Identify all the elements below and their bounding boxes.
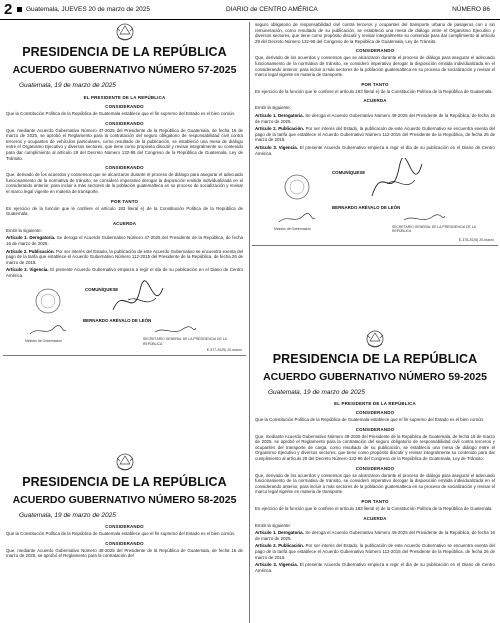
considerando-heading: CONSIDERANDO [105,104,144,109]
minister-signature-icon [277,212,317,226]
secretary-title: SECRETARIO GENERAL DE LA PRESIDENCIA DE LA REPÚBLICA [143,337,227,346]
considerando-heading: CONSIDERANDO [105,540,144,546]
acuerdo-59-2025 [252,329,498,573]
presidencia-heading: PRESIDENCIA DE LA REPÚBLICA [272,352,478,366]
acuerdo-58-2025-continued [252,22,498,246]
article-1 [255,530,495,541]
article-label: Artículo 3. Vigencia. [6,267,49,273]
minister-title: Ministro de Gobernación [25,339,62,344]
considerando-paragraph: Que, mediante Acuerdo Gubernativo Número 48-2025 del Presidente de la República de Guatemala, de fecha 16 de marzo de 2025, se aprobó el Reglamento para la contratación del [6,547,243,559]
left-column [3,22,246,623]
considerando-paragraph: Que la Constitución Política de la República de Guatemala establece que el fin supremo del Estado es el bien común. [6,111,236,116]
article-label: Artículo 2. Publicación. [255,126,305,132]
article-text: Se deroga el Acuerdo Gubernativo Número 49-2025 del Presidente de la República, de fecha 16 de marzo de 2025. [255,530,495,541]
por-tanto-paragraph: En ejercicio de la función que le confiere el artículo 183 literal e) de la Constitución Política de la República de Guatemala. [255,88,493,94]
por-tanto-paragraph: En ejercicio de la función que le confiere el artículo 183 literal e) de la Constitución Política de la República de Guatemala. [6,205,243,217]
por-tanto-paragraph: En ejercicio de la función que le confiere el artículo 183 literal e) de la Constitución Política de la República de Guatemala. [255,505,493,511]
publication-reference: E-377-2025) 20-marzo [206,348,242,353]
official-seal-icon [282,172,312,202]
article-label: Artículo 2. Publicación. [6,248,55,254]
comuniquese-label: COMUNÍQUESE [85,287,119,293]
acuerdo-title: ACUERDO GUBERNATIVO NÚMERO 59-2025 [263,371,487,383]
article-text: Por ser interés del Estado, la publicación de este Acuerdo Gubernativo se encuentra exenta del pago de la tarifa que establece el Acuerdo Gubernativo Número 112-2015 del Presidente de la República, de fecha 26 de marzo de 2015. [255,543,495,560]
considerando-paragraph: Que la Constitución Política de la República de Guatemala establece que el fin supremo del Estado es el bien común. [6,531,236,536]
header-paper-name: DIARIO de CENTRO AMÉRICA [226,6,318,13]
coat-of-arms-icon [114,452,136,472]
por-tanto-heading: POR TANTO [110,198,139,204]
presidencia-heading: PRESIDENCIA DE LA REPÚBLICA [22,475,227,489]
section-rule [3,355,246,356]
considerando-paragraph: Que, derivado de los acuerdos y consensos que se alcanzaron durante el proceso de diálogo para asegurar el adecuado funcionamiento de la normativa de tránsito, se consideró imperativo derogar la disposición emitida individualizada en el considerando anterior, para incluir a más sectores de la población guatemalteca en su proceso de socialización y revisar el marco legal vigente en materia de transporte. [255,55,495,78]
minister-title: Ministro de Gobernación [274,227,311,232]
header-square-mark [17,7,22,12]
article-3 [255,562,495,573]
considerando-paragraph: Que, mediante Acuerdo Gubernativo Número 49-2025 del Presidente de la República de Guatemala, de fecha 16 de marzo de 2025, se aprobó el Reglamento para la contratación del seguro obligatorio de responsabilidad civil contra terceros y ocupantes del transporte de carga, como resultado de su publicación, se estableció una mesa de diálogo entre el Organismo Ejecutivo y diversos sectores, que tiene como propósito discutir y revisar integralmente su contenido para dar cumplimiento al artículo 29 del Decreto Número 132-96 del Congreso de la República de Guatemala, Ley de Tránsito. [255,433,495,461]
header-date: Guatemala, JUEVES 20 de marzo de 2025 [26,6,150,13]
emitir-line: Emitir la siguiente: [6,227,42,233]
acuerdo-58-2025 [3,452,246,559]
coat-of-arms-icon [364,329,386,349]
acuerda-heading: ACUERDA [363,515,387,521]
por-tanto-heading: POR TANTO [361,81,389,87]
president-signature-icon [367,158,427,206]
acuerdo-title: ACUERDO GUBERNATIVO NÚMERO 58-2025 [12,494,237,506]
considerando-heading: CONSIDERANDO [105,120,144,126]
emitir-line: Emitir la siguiente: [255,522,291,528]
signature-area [252,158,498,238]
header-issue-number: NÚMERO 86 [452,6,490,13]
president-heading: EL PRESIDENTE DE LA REPÚBLICA [83,95,166,100]
considerando-paragraph: Que, mediante Acuerdo Gubernativo Número 47-2025 del Presidente de la República de Guatemala, de fecha 16 de marzo de 2025, se aprobó el Reglamento para la contratación del seguro obligatorio de responsabilidad civil contra terceros y ocupantes de vehículos particulares, como resultado de la publicación, se estableció una mesa de diálogo entre el Organismo Ejecutivo y diversos sectores, que tiene como propósito discutir y revisar integralmente su contenido para dar cumplimiento al artículo 29 del Decreto Número 132-96 del Congreso de la República de Guatemala, Ley de Tránsito. [6,127,243,161]
secretary-signature-icon [402,212,447,226]
article-2 [6,249,243,266]
presidencia-heading: PRESIDENCIA DE LA REPÚBLICA [22,45,227,59]
considerando-paragraph: seguro obligatorio de responsabilidad civil contra terceros y ocupantes del transporte urbano de pasajeros con o sin remuneración, como resultado de su publicación, se estableció una mesa de diálogo entre el Organismo Ejecutivo y diversos sectores, que tiene como propósito discutir y revisar integralmente su contenido para dar cumplimiento al artículo 29 del Decreto Número 132-96 del Congreso de la República de Guatemala, Ley de Tránsito. [255,22,495,44]
president-name: BERNARDO ARÉVALO DE LEÓN [332,205,401,211]
considerando-heading: CONSIDERANDO [105,524,144,529]
article-label: Artículo 1. Derogatoria. [255,112,304,118]
acuerda-heading: ACUERDA [112,220,137,226]
right-column [252,22,498,623]
considerando-heading: CONSIDERANDO [355,410,395,415]
article-text: El presente Acuerdo Gubernativo empieza a regir el día de su publicación en el Diario de Centro América. [255,562,495,573]
article-2 [255,126,495,143]
considerando-paragraph: Que, derivado de los acuerdos y consensos que se alcanzaron durante el proceso de diálogo para asegurar el adecuado funcionamiento de la normativa de tránsito, se consideró imperativo derogar la disposición emitida individualizada en el considerando anterior, para incluir a más sectores de la población guatemalteca en su proceso de socialización y revisar el marco legal vigente en materia de transporte. [6,172,243,194]
article-label: Artículo 3. Vigencia. [255,562,298,568]
article-1 [6,235,243,246]
considerando-heading: CONSIDERANDO [355,465,395,471]
signature-area [3,280,246,348]
acuerda-heading: ACUERDA [363,98,387,104]
official-seal-icon [33,286,63,316]
acuerdo-57-2025 [3,22,246,356]
article-label: Artículo 1. Derogatoria. [255,530,304,536]
article-text: Se deroga el Acuerdo Gubernativo Número 47-2025 del Presidente de la República, de fecha 16 de marzo de 2025. [6,235,243,246]
page-number: 2 [4,1,13,18]
article-text: El presente Acuerdo Gubernativo empieza a regir el día de su publicación en el Diario de Centro América. [255,144,495,156]
article-3 [255,145,495,156]
president-heading: EL PRESIDENTE DE LA REPÚBLICA [334,401,416,406]
considerando-heading: CONSIDERANDO [355,48,395,54]
article-1 [255,113,495,124]
secretary-signature-icon [153,324,198,338]
article-text: Por ser interés del Estado, la publicación de este Acuerdo Gubernativo se encuentra exenta del pago de la tarifa que establece el Acuerdo Gubernativo Número 112-2015 del Presidente de la República, de fecha 26 de marzo de 2015. [255,126,495,143]
considerando-heading: CONSIDERANDO [355,426,395,432]
page-header [0,0,500,20]
article-text: El presente Acuerdo Gubernativo empieza a regir el día de su publicación en el Diario de Centro América. [6,267,243,278]
president-name: BERNARDO ARÉVALO DE LEÓN [83,318,152,324]
article-label: Artículo 3. Vigencia. [255,144,298,150]
article-text: Por ser interés del Estado, la publicación de este Acuerdo Gubernativo se encuentra exenta del pago de la tarifa que establece el Acuerdo Gubernativo Número 112-2015 del Presidente de la República, de fecha 26 de marzo de 2015. [6,248,243,265]
article-label: Artículo 1. Derogatoria. [6,235,56,241]
emitir-line: Emitir la siguiente: [255,105,291,111]
article-2 [255,543,495,560]
publication-reference: E-378-2025) 20-marzo [458,238,494,243]
considerando-heading: CONSIDERANDO [105,165,144,171]
article-label: Artículo 2. Publicación. [255,543,305,549]
minister-signature-icon [28,324,68,338]
secretary-title: SECRETARIO GENERAL DE LA PRESIDENCIA DE LA REPÚBLICA [392,225,476,234]
article-3 [6,267,243,278]
considerando-paragraph: Que la Constitución Política de la República de Guatemala establece que el fin supremo del Estado es el bien común. [255,417,485,422]
considerando-paragraph: Que, derivado de los acuerdos y consensos que se alcanzaron durante el proceso de diálogo para asegurar el adecuado funcionamiento de la normativa de tránsito, se consideró imperativo derogar la disposición emitida individualizada en el considerando anterior, para incluir a más sectores de la población guatemalteca en su proceso de socialización y revisar el marco legal vigente en materia de transporte. [255,472,495,495]
article-text: Se deroga el Acuerdo Gubernativo Número 48-2025 del Presidente de la República, de fecha 16 de marzo de 2025. [255,112,495,124]
comuniquese-label: COMUNÍQUESE [332,170,366,176]
section-rule [252,245,498,246]
city-date: Guatemala, 19 de marzo de 2025 [19,512,116,519]
city-date: Guatemala, 19 de marzo de 2025 [19,82,116,89]
por-tanto-heading: POR TANTO [361,498,389,504]
city-date: Guatemala, 19 de marzo de 2025 [268,389,365,396]
president-signature-icon [108,280,168,320]
column-divider [249,22,250,623]
coat-of-arms-icon [114,22,136,42]
acuerdo-title: ACUERDO GUBERNATIVO NÚMERO 57-2025 [12,64,237,76]
